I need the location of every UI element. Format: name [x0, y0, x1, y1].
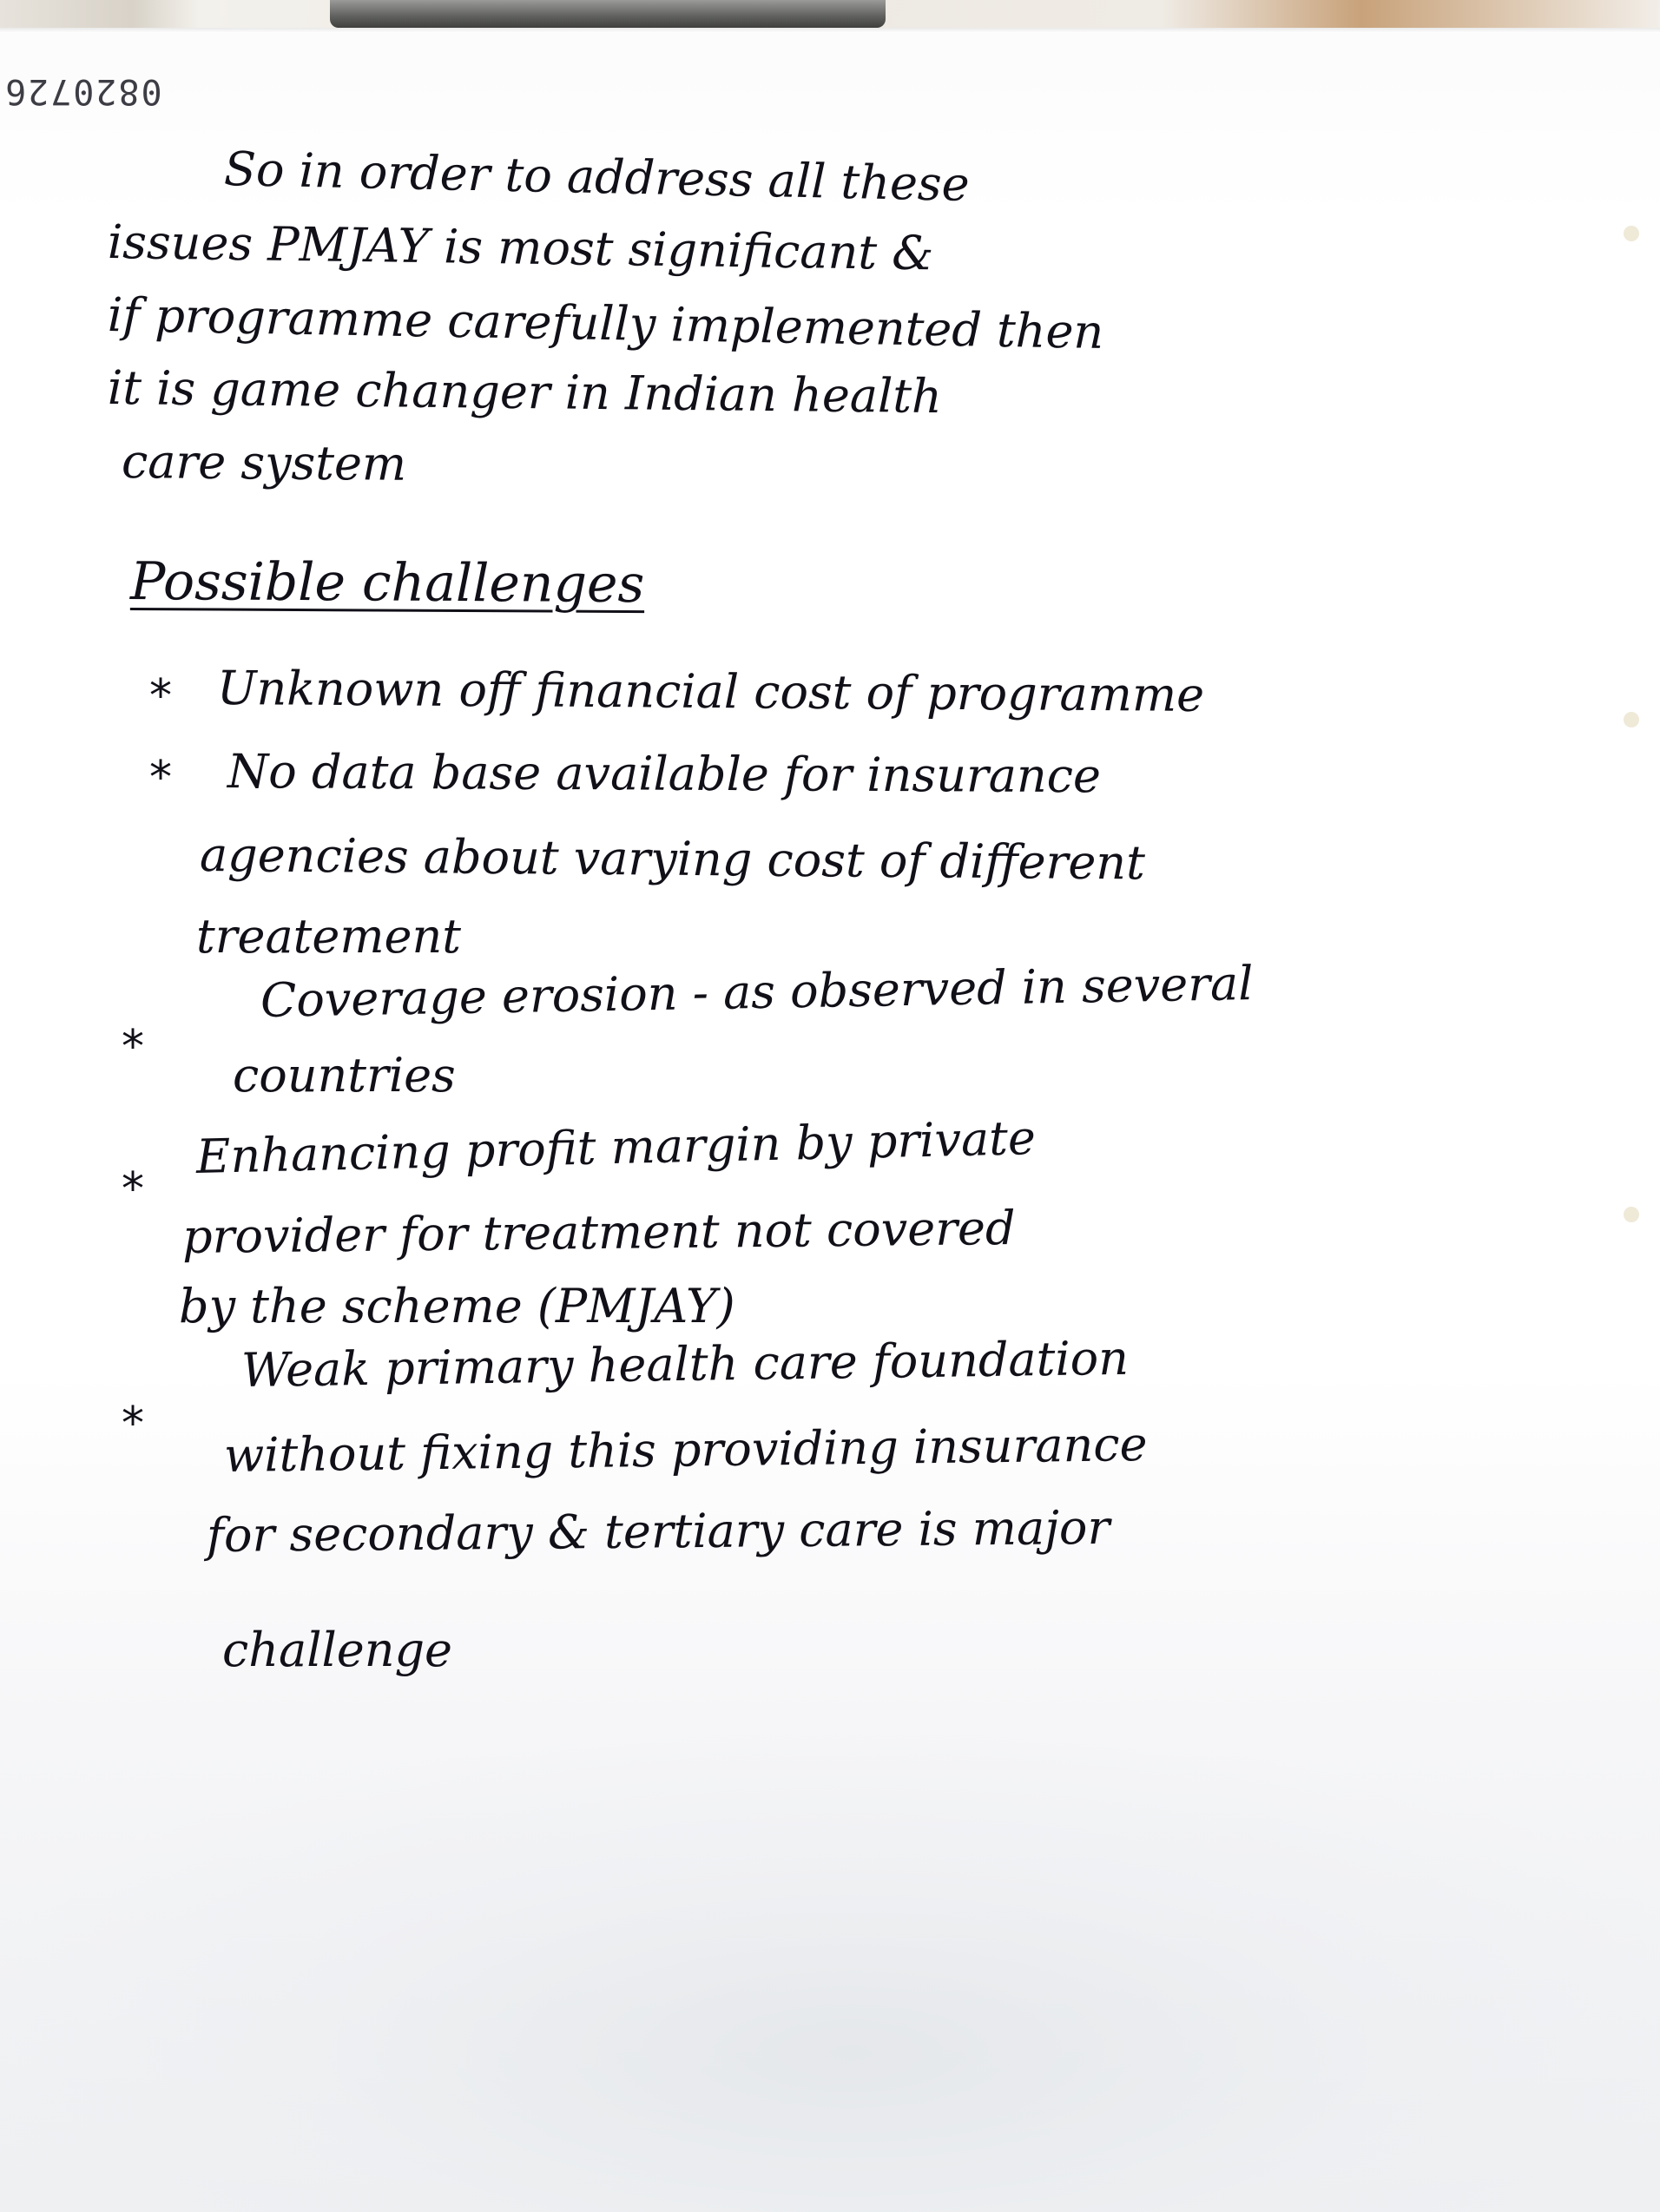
light-glare [0, 1719, 1660, 2212]
paragraph-line: care system [121, 434, 407, 491]
bullet-line: agencies about varying cost of different [199, 827, 1146, 891]
bullet-marker: * [149, 752, 172, 804]
paragraph-line: if programme carefully implemented then [107, 287, 1104, 360]
section-heading: Possible challenges [129, 551, 645, 616]
bullet-line: Unknown off financial cost of programme [216, 661, 1205, 722]
margin-hole [1624, 226, 1639, 241]
bullet-line: No data base available for insurance [227, 744, 1102, 804]
bullet-line: Enhancing profit margin by private [195, 1110, 1037, 1184]
binder-clip [330, 0, 886, 28]
paragraph-line: issues PMJAY is most significant & [107, 214, 934, 281]
bullet-line: challenge [222, 1623, 453, 1677]
margin-hole [1624, 712, 1639, 727]
margin-hole [1624, 1207, 1639, 1222]
bullet-line: without fixing this providing insurance [223, 1417, 1148, 1483]
page-edge [0, 28, 1660, 33]
bullet-marker: * [122, 1021, 144, 1073]
bullet-line: countries [233, 1048, 456, 1103]
margin-holes [1624, 226, 1644, 1267]
bullet-marker: * [122, 1398, 144, 1450]
bullet-marker: * [122, 1163, 144, 1215]
bullet-line: provider for treatment not covered [181, 1200, 1016, 1264]
bullet-line: Weak primary health care foundation [240, 1330, 1130, 1398]
bullet-line: for secondary & tertiary care is major [206, 1499, 1110, 1563]
bullet-line: Coverage erosion - as observed in several [260, 956, 1254, 1028]
bullet-line: by the scheme (PMJAY) [179, 1279, 735, 1333]
paragraph-line: it is game changer in Indian health [107, 360, 943, 425]
bullet-line: treatement [196, 909, 461, 964]
page-code: 0820726 [3, 71, 162, 111]
bullet-marker: * [149, 670, 172, 722]
paragraph-line: So in order to address all these [223, 142, 971, 212]
